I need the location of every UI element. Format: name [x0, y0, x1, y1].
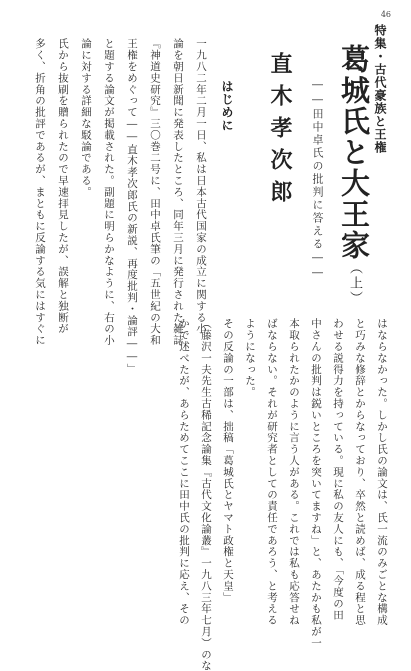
body-line: 王権をめぐって――直木孝次郎氏の新説、再度批判・論評――」 — [126, 38, 138, 375]
article-title — [337, 44, 371, 306]
body-bottom — [21, 318, 391, 671]
article-subtitle: ――田中卓氏の批判に答える―― — [311, 78, 324, 281]
article-title-main: 葛城氏と大王家 — [337, 44, 371, 261]
body-line: 氏から抜刷を贈られたので早速拝見したが、誤解と独断が — [57, 38, 69, 335]
body-line: ばならない。それが研究者としての責任であろう、と考える — [266, 318, 278, 626]
section-heading: はじめに — [220, 80, 234, 132]
author-name: 直木孝次郎 — [267, 52, 293, 212]
body-top — [28, 38, 218, 375]
body-line: （藤沢一夫先生古稀記念論集『古代文化論叢』一九八三年七月）のな — [200, 318, 212, 671]
article-title-note: （上） — [347, 261, 362, 306]
body-line: 多く、折角の批評であるが、まともに反論する気にはすぐに — [34, 38, 46, 346]
body-line: はならなかった。しかし氏の論文は、氏一流のみごとな構成 — [376, 318, 388, 626]
body-line: かで述べたが、あらためてここに田中氏の批判に応え、その — [178, 318, 190, 626]
page-number: 46 — [380, 10, 391, 19]
body-line: 本取られたかのように言う人がある。これでは私も応答せね — [288, 318, 300, 626]
body-line: 論を朝日新聞に発表したところ、同年三月に発行された雑誌 — [172, 38, 184, 346]
body-line: ようになった。 — [244, 318, 256, 398]
body-line: 論に対する詳細な駁論である。 — [80, 38, 92, 198]
body-line: その反論の一部は、拙稿「葛城氏とヤマト政権と天皇」 — [222, 318, 234, 603]
body-line: 『神道史研究』三〇巻二号に、田中卓氏筆の「五世紀の大和 — [149, 38, 161, 346]
body-line: と巧みな修辞とからなっており、卒然と読めば、成る程と思 — [354, 318, 366, 626]
body-line: わせる説得力を持っている。現に私の友人にも、「今度の田 — [332, 318, 344, 621]
body-line: 中さんの批判は鋭いところを突いてますね」と、あたかも私が一 — [310, 318, 322, 649]
body-line: と題する論文が掲載された。副題に明らかなように、右の小 — [103, 38, 115, 346]
body-line: 一九八二年二月一日、私は日本古代国家の成立に関する小 — [195, 38, 207, 335]
section-label: 特集・古代豪族と王権 — [373, 24, 387, 154]
